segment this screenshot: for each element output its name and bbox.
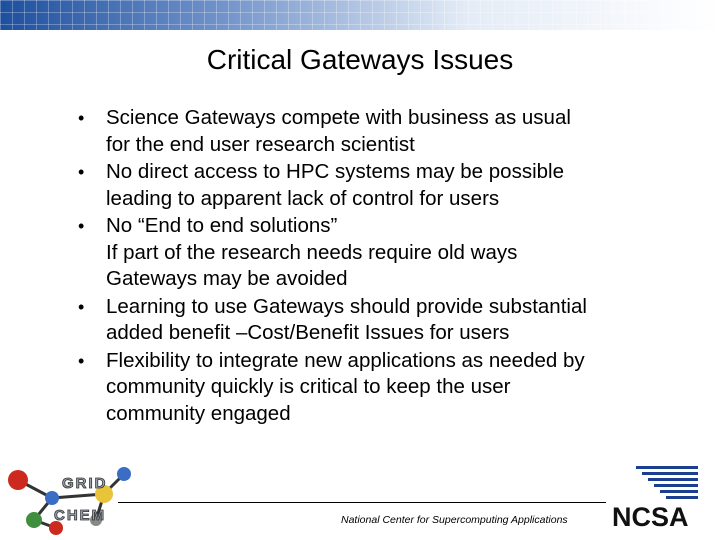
bullet-list bbox=[78, 105, 698, 428]
bullet-symbol: • bbox=[78, 162, 85, 182]
gridchem-logo-text-grid: GRID bbox=[62, 475, 108, 492]
bullet-item bbox=[78, 213, 698, 293]
bullet-symbol: • bbox=[78, 216, 85, 236]
banner-grid-pattern bbox=[0, 0, 720, 30]
ncsa-logo-text: NCSA bbox=[612, 502, 689, 530]
bullet-item bbox=[78, 348, 698, 428]
bullet-item bbox=[78, 105, 698, 158]
bullet-text: Science Gateways compete with business as usual for the end user research scientist bbox=[106, 106, 571, 156]
gridchem-logo bbox=[4, 462, 134, 540]
bullet-text: No “End to end solutions” If part of the research needs require old ways Gateways may be avoided bbox=[106, 214, 518, 290]
bullet-item bbox=[78, 159, 698, 212]
gridchem-logo-text-chem: CHEM bbox=[54, 507, 107, 524]
bullet-symbol: • bbox=[78, 296, 85, 317]
bullet-text: No direct access to HPC systems may be possible leading to apparent lack of control for users bbox=[106, 160, 564, 210]
bullet-item bbox=[78, 294, 698, 347]
ncsa-logo bbox=[612, 464, 704, 530]
footer-divider bbox=[118, 502, 606, 503]
bullet-text: Flexibility to integrate new applications as needed by community quickly is critical to keep the user community engaged bbox=[106, 348, 585, 425]
footer-org-text: National Center for Supercomputing Applications bbox=[341, 514, 568, 526]
bullet-symbol: • bbox=[78, 108, 85, 128]
top-banner bbox=[0, 0, 720, 30]
bullet-text: Learning to use Gateways should provide substantial added benefit –Cost/Benefit Issues for users bbox=[106, 294, 587, 344]
slide-title: Critical Gateways Issues bbox=[206, 44, 514, 75]
bullet-symbol: • bbox=[78, 350, 85, 371]
